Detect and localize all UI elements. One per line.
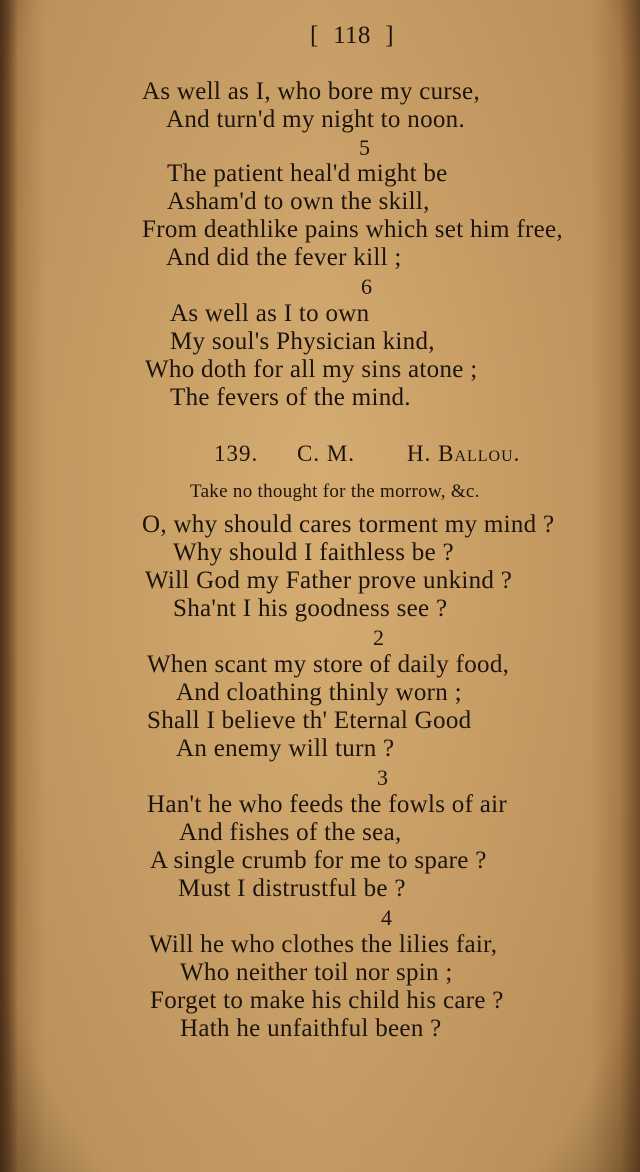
verse-line: And did the fever kill ;	[166, 244, 402, 271]
verse-line: And cloathing thinly worn ;	[176, 679, 462, 706]
verse-line: The patient heal'd might be	[167, 160, 448, 187]
verse-line: Will God my Father prove unkind ?	[145, 567, 513, 594]
verse-line: Shall I believe th' Eternal Good	[147, 707, 472, 734]
verse-line: As well as I, who bore my curse,	[142, 78, 480, 105]
verse-line: Will he who clothes the lilies fair,	[149, 931, 498, 958]
verse-line: Who neither toil nor spin ;	[180, 959, 453, 986]
verse-line: Han't he who feeds the fowls of air	[147, 791, 508, 818]
stanza-number: 2	[373, 625, 385, 650]
hymn-meter: C. M.	[297, 441, 356, 466]
verse-line: O, why should cares torment my mind ?	[142, 511, 555, 538]
verse-line: As well as I to own	[170, 300, 370, 327]
verse-line: And fishes of the sea,	[179, 819, 402, 846]
page-spine-shadow	[0, 0, 18, 1172]
verse-line: And turn'd my night to noon.	[166, 106, 466, 133]
verse-line: An enemy will turn ?	[176, 735, 395, 762]
verse-line: From deathlike pains which set him free,	[142, 216, 563, 243]
verse-line: The fevers of the mind.	[170, 384, 411, 411]
stanza-number: 6	[361, 274, 373, 299]
verse-line: Must I distrustful be ?	[178, 875, 406, 902]
verse-line: Asham'd to own the skill,	[167, 188, 430, 215]
verse-line: A single crumb for me to spare ?	[150, 847, 487, 874]
verse-line: Hath he unfaithful been ?	[180, 1015, 442, 1042]
stanza-number: 5	[359, 135, 371, 160]
stanza-number: 4	[381, 905, 393, 930]
verse-line: Sha'nt I his goodness see ?	[173, 595, 448, 622]
verse-line: Forget to make his child his care ?	[150, 987, 504, 1014]
verse-line: My soul's Physician kind,	[170, 328, 435, 355]
hymn-title: Take no thought for the morrow, &c.	[190, 481, 480, 502]
hymn-author: H. Ballou.	[407, 441, 521, 466]
stanza-number: 3	[377, 765, 389, 790]
verse-line: Why should I faithless be ?	[173, 539, 454, 566]
verse-line: Who doth for all my sins atone ;	[145, 356, 478, 383]
hymn-number: 139.	[214, 441, 259, 466]
verse-line: When scant my store of daily food,	[147, 651, 510, 678]
page-number: [ 118 ]	[310, 22, 394, 49]
